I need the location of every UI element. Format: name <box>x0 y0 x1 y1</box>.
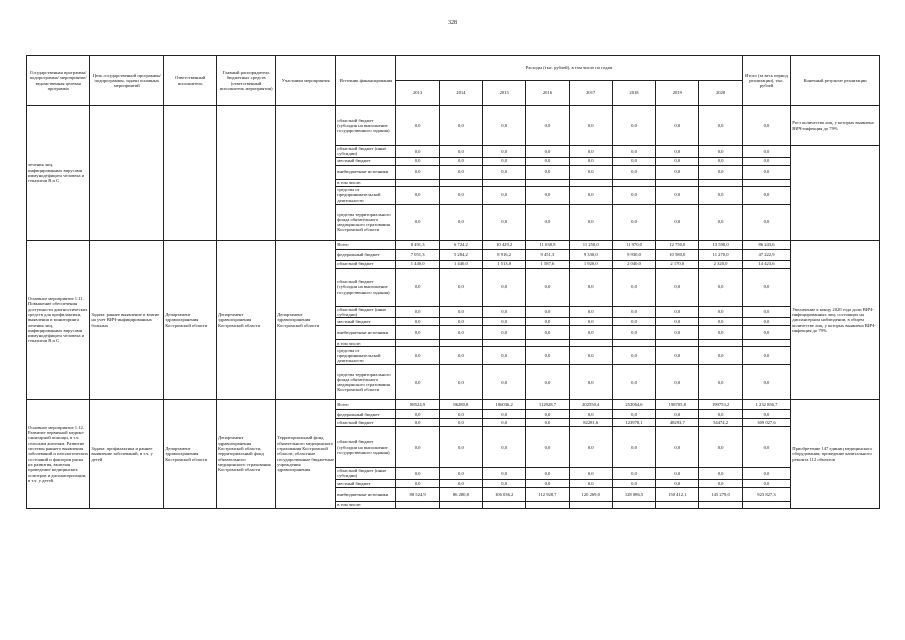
value-cell: 86 280,8 <box>439 487 482 501</box>
total-cell: 0,0 <box>742 468 791 480</box>
total-cell: 0,0 <box>742 268 791 306</box>
value-cell <box>612 340 655 347</box>
source-cell: областной бюджет (субсидии на выполнение государственного задания) <box>336 427 396 468</box>
value-cell: 88 524,9 <box>396 487 439 501</box>
value-cell: 106 036,2 <box>483 487 526 501</box>
value-cell: 0,0 <box>656 347 699 365</box>
header-year: 2016 <box>526 81 569 106</box>
total-cell: 86 243,6 <box>742 240 791 249</box>
value-cell: 0,0 <box>699 306 742 318</box>
value-cell: 0,0 <box>699 468 742 480</box>
value-cell: 0,0 <box>483 157 526 165</box>
value-cell: 0,0 <box>439 326 482 340</box>
value-cell: 0,0 <box>396 157 439 165</box>
header-year: 2017 <box>569 81 612 106</box>
value-cell: 11 270,0 <box>699 249 742 260</box>
value-cell: 0,0 <box>439 365 482 400</box>
header-result: Конечный результат реализации <box>791 56 880 106</box>
total-cell: 0,0 <box>742 146 791 158</box>
value-cell <box>612 501 655 508</box>
value-cell: 0,0 <box>569 106 612 146</box>
value-cell: 2 040,0 <box>612 260 655 268</box>
total-cell: 0,0 <box>742 106 791 146</box>
total-cell: 0,0 <box>742 165 791 179</box>
value-cell: 0,0 <box>396 479 439 487</box>
value-cell: 2 170,0 <box>656 260 699 268</box>
value-cell: 198705,8 <box>656 400 699 410</box>
value-cell: 0,0 <box>439 419 482 427</box>
value-cell: 0,0 <box>483 326 526 340</box>
value-cell <box>439 179 482 186</box>
value-cell: 0,0 <box>612 318 655 326</box>
value-cell: 0,0 <box>439 146 482 158</box>
result-cell: Приобретение 147 единиц медицинского оборудования; проведение капитального ремонта 112 объектов <box>791 400 880 509</box>
value-cell: 6 724,2 <box>439 240 482 249</box>
value-cell: 0,0 <box>396 427 439 468</box>
source-cell: местный бюджет <box>336 157 396 165</box>
value-cell: 0,0 <box>526 186 569 204</box>
header-year: 2015 <box>483 81 526 106</box>
value-cell: 145 279,0 <box>699 487 742 501</box>
value-cell: 0,0 <box>483 106 526 146</box>
value-cell: 0,0 <box>699 186 742 204</box>
header-participant: Участники мероприятия <box>276 56 336 106</box>
value-cell <box>699 340 742 347</box>
value-cell: 0,0 <box>656 106 699 146</box>
source-cell: областной бюджет (субсидии на выполнение государственного задания) <box>336 268 396 306</box>
value-cell: 128 086,5 <box>612 487 655 501</box>
value-cell <box>569 340 612 347</box>
value-cell: 0,0 <box>439 306 482 318</box>
value-cell: 0,0 <box>439 347 482 365</box>
total-cell <box>742 179 791 186</box>
total-cell <box>742 340 791 347</box>
value-cell: 0,0 <box>483 347 526 365</box>
value-cell: 0,0 <box>396 306 439 318</box>
value-cell: 0,0 <box>569 468 612 480</box>
value-cell: 0,0 <box>656 165 699 179</box>
value-cell: 0,0 <box>526 468 569 480</box>
value-cell: 86280,8 <box>439 400 482 410</box>
value-cell: 199753,2 <box>699 400 742 410</box>
value-cell: 0,0 <box>569 365 612 400</box>
page-number: 328 <box>448 20 457 26</box>
value-cell: 0,0 <box>439 318 482 326</box>
value-cell: 0,0 <box>526 306 569 318</box>
value-cell: 0,0 <box>439 165 482 179</box>
total-cell: 0,0 <box>742 157 791 165</box>
source-cell: средства территориального фонда обязательного медицинского страхования Костромской области <box>336 365 396 400</box>
value-cell: 0,0 <box>569 146 612 158</box>
value-cell: 88524,9 <box>396 400 439 410</box>
value-cell: 11 038,9 <box>526 240 569 249</box>
value-cell: 0,0 <box>612 365 655 400</box>
total-cell <box>742 501 791 508</box>
value-cell: 0,0 <box>439 106 482 146</box>
value-cell: 202550,4 <box>569 400 612 410</box>
value-cell: 0,0 <box>699 157 742 165</box>
total-cell: 923 827,3 <box>742 487 791 501</box>
header-year: 2019 <box>656 81 699 106</box>
value-cell: 0,0 <box>569 347 612 365</box>
source-cell: федеральный бюджет <box>336 410 396 419</box>
source-cell: средства от предпринимательской деятельности <box>336 186 396 204</box>
program-cell: лечения лиц, инфицированных вирусами иммунодефицита человека и гепатитов В и С <box>27 106 90 241</box>
table-row <box>27 400 880 410</box>
header-year: 2014 <box>439 81 482 106</box>
value-cell: 106036,2 <box>483 400 526 410</box>
value-cell: 0,0 <box>483 146 526 158</box>
value-cell: 1 513,0 <box>483 260 526 268</box>
value-cell: 0,0 <box>483 419 526 427</box>
value-cell: 9 451,3 <box>526 249 569 260</box>
goal-cell: Задача: раннее выявление и взятие на учет ВИЧ-инфицированных больных <box>90 240 164 400</box>
source-cell: внебюджетные источники <box>336 326 396 340</box>
value-cell: 112 928,7 <box>526 487 569 501</box>
executor-cell: Департамент здравоохранения Костромской области <box>164 400 217 509</box>
value-cell: 0,0 <box>569 427 612 468</box>
participant-cell <box>276 106 336 241</box>
value-cell <box>656 179 699 186</box>
source-cell: средства от предпринимательской деятельности <box>336 347 396 365</box>
total-cell: 14 423,6 <box>742 260 791 268</box>
total-cell: 0,0 <box>742 479 791 487</box>
value-cell: 0,0 <box>396 347 439 365</box>
value-cell <box>526 340 569 347</box>
source-cell: областной бюджет (иные субсидии) <box>336 306 396 318</box>
header-goal: Цель государственной программы/подпрограммы, задачи основных мероприятий <box>90 56 164 106</box>
value-cell: 1 920,0 <box>569 260 612 268</box>
value-cell: 0,0 <box>569 165 612 179</box>
value-cell: 8 916,2 <box>483 249 526 260</box>
value-cell: 0,0 <box>612 347 655 365</box>
header-source: Источник финансирования <box>336 56 396 106</box>
value-cell: 0,0 <box>396 146 439 158</box>
value-cell: 13 590,0 <box>699 240 742 249</box>
value-cell: 0,0 <box>612 146 655 158</box>
value-cell: 0,0 <box>699 347 742 365</box>
value-cell: 0,0 <box>396 365 439 400</box>
value-cell: 0,0 <box>656 479 699 487</box>
value-cell <box>526 501 569 508</box>
value-cell: 0,0 <box>396 268 439 306</box>
total-cell: 309 027,6 <box>742 419 791 427</box>
value-cell: 0,0 <box>699 204 742 240</box>
source-cell: областной бюджет (субсидии на выполнение государственного задания) <box>336 106 396 146</box>
source-cell: внебюджетные источники <box>336 487 396 501</box>
value-cell: 0,0 <box>656 326 699 340</box>
value-cell: 0,0 <box>483 165 526 179</box>
value-cell: 9 930,0 <box>612 249 655 260</box>
value-cell <box>439 501 482 508</box>
value-cell: 0,0 <box>396 419 439 427</box>
header-expenses: Расходы (тыс. рублей), в том числе по годам <box>396 56 742 81</box>
value-cell: 0,0 <box>483 468 526 480</box>
value-cell: 54474,2 <box>699 419 742 427</box>
value-cell <box>699 501 742 508</box>
total-cell: 0,0 <box>742 204 791 240</box>
program-cell: Основное мероприятие 1.12. Развитие первичной медико-санитарной помощи, в т.ч. сельским жителям. Развитие системы раннего выявления заболеваний и патологических состояний и факторов риска их развития, включая проведение медицинских осмотров и диспансеризации, в т.ч. у детей <box>27 400 90 509</box>
value-cell: 48293,7 <box>656 419 699 427</box>
value-cell: 0,0 <box>526 347 569 365</box>
value-cell: 0,0 <box>656 268 699 306</box>
value-cell: 0,0 <box>396 468 439 480</box>
value-cell: 7 051,3 <box>396 249 439 260</box>
value-cell: 0,0 <box>396 326 439 340</box>
total-cell: 0,0 <box>742 347 791 365</box>
value-cell: 0,0 <box>396 410 439 419</box>
executor-cell <box>164 106 217 241</box>
value-cell: 0,0 <box>699 165 742 179</box>
value-cell: 0,0 <box>526 146 569 158</box>
source-cell: областной бюджет (иные субсидии) <box>336 468 396 480</box>
value-cell: 0,0 <box>396 106 439 146</box>
value-cell: 0,0 <box>483 427 526 468</box>
source-cell: Всего <box>336 240 396 249</box>
value-cell: 0,0 <box>483 306 526 318</box>
value-cell: 0,0 <box>612 326 655 340</box>
value-cell: 0,0 <box>439 468 482 480</box>
header-executor: Ответственный исполнитель <box>164 56 217 106</box>
total-cell: 0,0 <box>742 318 791 326</box>
value-cell: 0,0 <box>526 479 569 487</box>
source-cell: средства территориального фонда обязательного медицинского страхования Костромской области <box>336 204 396 240</box>
header-year: 2013 <box>396 81 439 106</box>
value-cell <box>396 340 439 347</box>
value-cell <box>612 179 655 186</box>
value-cell: 0,0 <box>396 165 439 179</box>
value-cell: 0,0 <box>526 318 569 326</box>
header-year: 2020 <box>699 81 742 106</box>
header-total: Итого (за весь период реализации), тыс. рублей <box>742 56 791 106</box>
value-cell <box>439 340 482 347</box>
table-row <box>27 106 880 146</box>
value-cell: 0,0 <box>612 157 655 165</box>
source-cell: местный бюджет <box>336 318 396 326</box>
header-chief: Главный распорядитель бюджетных средств (ответственный исполнитель мероприятия) <box>217 56 276 106</box>
value-cell: 0,0 <box>526 326 569 340</box>
value-cell: 1 587,6 <box>526 260 569 268</box>
value-cell: 0,0 <box>656 157 699 165</box>
value-cell: 0,0 <box>396 204 439 240</box>
source-cell: Всего <box>336 400 396 410</box>
value-cell <box>483 501 526 508</box>
value-cell: 0,0 <box>569 157 612 165</box>
total-cell: 0,0 <box>742 427 791 468</box>
budget-table <box>26 55 880 509</box>
total-cell: 47 222,9 <box>742 249 791 260</box>
value-cell: 0,0 <box>526 157 569 165</box>
value-cell: 0,0 <box>569 410 612 419</box>
value-cell: 0,0 <box>439 186 482 204</box>
value-cell: 0,0 <box>656 204 699 240</box>
participant-cell: Территориальный фонд обязательного медицинского страхования Костромской области, областные государственные бюджетные учреждения здравоохранения <box>276 400 336 509</box>
value-cell: 8 491,3 <box>396 240 439 249</box>
value-cell <box>483 340 526 347</box>
value-cell <box>569 501 612 508</box>
value-cell: 0,0 <box>569 479 612 487</box>
value-cell: 10 429,2 <box>483 240 526 249</box>
total-cell: 0,0 <box>742 186 791 204</box>
chief-cell <box>217 106 276 241</box>
header-year: 2018 <box>612 81 655 106</box>
value-cell: 2 320,0 <box>699 260 742 268</box>
source-cell: в том числе: <box>336 179 396 186</box>
value-cell: 0,0 <box>612 268 655 306</box>
value-cell: 0,0 <box>483 410 526 419</box>
value-cell: 0,0 <box>483 365 526 400</box>
value-cell: 0,0 <box>483 186 526 204</box>
value-cell: 12 750,0 <box>656 240 699 249</box>
value-cell <box>526 179 569 186</box>
value-cell: 0,0 <box>526 204 569 240</box>
goal-cell <box>90 106 164 241</box>
value-cell: 0,0 <box>439 157 482 165</box>
header-program: Государственная программа/подпрограмма/ мероприятие/ ведомственная целевая программа <box>27 56 90 106</box>
value-cell <box>656 340 699 347</box>
value-cell: 0,0 <box>612 479 655 487</box>
participant-cell: Департамент здравоохранения Костромской области <box>276 240 336 400</box>
source-cell: в том числе: <box>336 340 396 347</box>
total-cell: 1 232 856,7 <box>742 400 791 410</box>
source-cell: областной бюджет (иные субсидии) <box>336 146 396 158</box>
value-cell: 0,0 <box>699 365 742 400</box>
value-cell: 0,0 <box>396 318 439 326</box>
value-cell: 0,0 <box>699 326 742 340</box>
value-cell: 11 250,0 <box>569 240 612 249</box>
value-cell: 0,0 <box>526 410 569 419</box>
value-cell: 0,0 <box>526 165 569 179</box>
value-cell: 0,0 <box>526 106 569 146</box>
value-cell: 0,0 <box>656 468 699 480</box>
value-cell: 0,0 <box>612 204 655 240</box>
value-cell: 0,0 <box>526 419 569 427</box>
value-cell <box>569 179 612 186</box>
value-cell: 10 580,0 <box>656 249 699 260</box>
value-cell: 0,0 <box>699 427 742 468</box>
value-cell: 0,0 <box>612 410 655 419</box>
value-cell: 0,0 <box>483 268 526 306</box>
chief-cell: Департамент здравоохранения Костромской области <box>217 240 276 400</box>
value-cell: 0,0 <box>656 306 699 318</box>
result-cell <box>791 146 880 241</box>
value-cell: 0,0 <box>612 306 655 318</box>
value-cell: 0,0 <box>699 146 742 158</box>
total-cell: 0,0 <box>742 365 791 400</box>
value-cell: 0,0 <box>526 365 569 400</box>
value-cell: 0,0 <box>569 318 612 326</box>
source-cell: местный бюджет <box>336 479 396 487</box>
table-row <box>27 240 880 249</box>
value-cell: 0,0 <box>439 479 482 487</box>
value-cell: 150 412,1 <box>656 487 699 501</box>
value-cell: 0,0 <box>569 186 612 204</box>
value-cell: 82281,6 <box>569 419 612 427</box>
value-cell: 0,0 <box>569 306 612 318</box>
value-cell: 0,0 <box>483 479 526 487</box>
value-cell: 0,0 <box>396 186 439 204</box>
value-cell: 0,0 <box>526 427 569 468</box>
value-cell: 0,0 <box>699 479 742 487</box>
value-cell <box>656 501 699 508</box>
value-cell <box>396 179 439 186</box>
value-cell <box>483 179 526 186</box>
value-cell: 1 440,0 <box>396 260 439 268</box>
value-cell: 0,0 <box>569 204 612 240</box>
value-cell: 0,0 <box>439 427 482 468</box>
goal-cell: Задача: профилактика и раннее выявление заболеваний, в т.ч. у детей <box>90 400 164 509</box>
executor-cell: Департамент здравоохранения Костромской области <box>164 240 217 400</box>
result-cell: Рост количества лиц, у которых выявлена ВИЧ-инфекция до 79% <box>791 106 880 146</box>
value-cell: 0,0 <box>656 365 699 400</box>
value-cell: 252064,6 <box>612 400 655 410</box>
value-cell: 0,0 <box>656 186 699 204</box>
value-cell: 0,0 <box>439 410 482 419</box>
value-cell: 0,0 <box>526 268 569 306</box>
value-cell: 120 269,0 <box>569 487 612 501</box>
source-cell: областной бюджет <box>336 260 396 268</box>
value-cell: 0,0 <box>699 268 742 306</box>
value-cell: 0,0 <box>439 268 482 306</box>
source-cell: областной бюджет <box>336 419 396 427</box>
source-cell: федеральный бюджет <box>336 249 396 260</box>
total-cell: 0,0 <box>742 410 791 419</box>
value-cell: 0,0 <box>483 318 526 326</box>
value-cell: 0,0 <box>439 204 482 240</box>
value-cell: 0,0 <box>612 165 655 179</box>
value-cell: 0,0 <box>656 146 699 158</box>
value-cell: 0,0 <box>612 427 655 468</box>
value-cell <box>396 501 439 508</box>
value-cell: 5 284,2 <box>439 249 482 260</box>
value-cell: 0,0 <box>699 106 742 146</box>
source-cell: внебюджетные источники <box>336 165 396 179</box>
value-cell: 0,0 <box>569 326 612 340</box>
source-cell: в том числе: <box>336 501 396 508</box>
value-cell: 123978,1 <box>612 419 655 427</box>
value-cell: 0,0 <box>656 410 699 419</box>
value-cell <box>699 179 742 186</box>
value-cell: 0,0 <box>699 410 742 419</box>
value-cell: 9 330,0 <box>569 249 612 260</box>
value-cell: 0,0 <box>612 106 655 146</box>
chief-cell: Департамент здравоохранения Костромской области, территориальный фонд обязательного медицинского страхования Костромской области <box>217 400 276 509</box>
value-cell: 11 970,0 <box>612 240 655 249</box>
value-cell: 0,0 <box>612 468 655 480</box>
total-cell: 0,0 <box>742 306 791 318</box>
value-cell: 0,0 <box>612 186 655 204</box>
value-cell: 0,0 <box>656 318 699 326</box>
value-cell: 1 440,0 <box>439 260 482 268</box>
value-cell: 112928,7 <box>526 400 569 410</box>
value-cell: 0,0 <box>483 204 526 240</box>
total-cell: 0,0 <box>742 326 791 340</box>
value-cell: 0,0 <box>699 318 742 326</box>
value-cell: 0,0 <box>569 268 612 306</box>
result-cell: Увеличение к концу 2020 года доли ВИЧ-инфицированных лиц, состоящих на диспансерном наблюдении, в общем количестве лиц, у которых выявлена ВИЧ-инфекция до 79% <box>791 240 880 400</box>
value-cell: 0,0 <box>656 427 699 468</box>
program-cell: Основное мероприятие 1.11. Повышение обеспечения доступности диагностических средств для профилактики, выявления и мониторинга лечения лиц, инфицированных вирусами иммунодефицита человека и гепатитов В и С <box>27 240 90 400</box>
